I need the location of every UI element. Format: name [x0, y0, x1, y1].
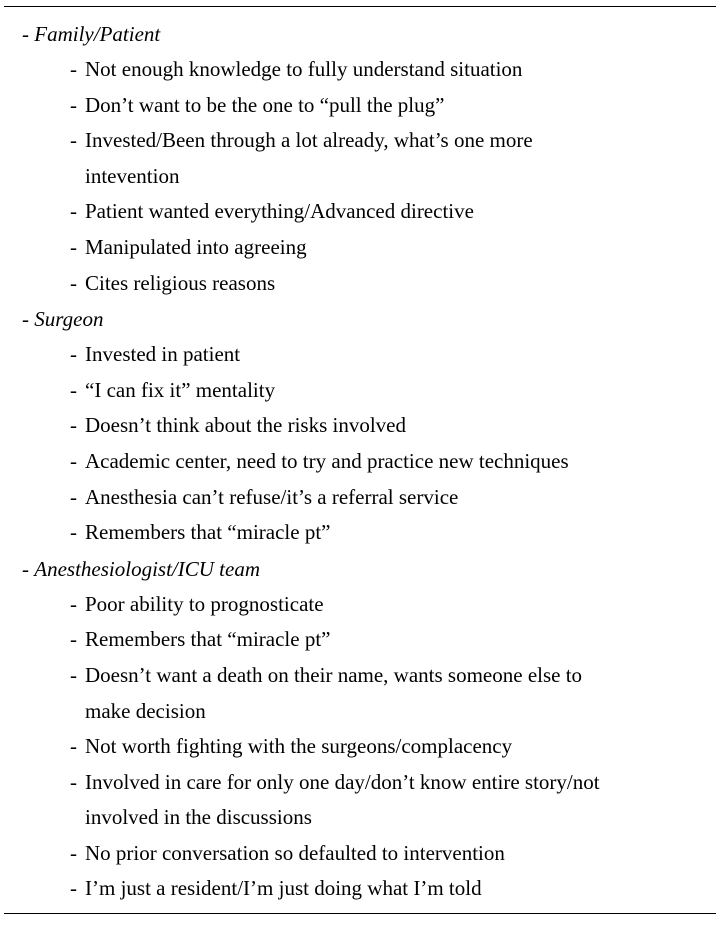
list-item-text: No prior conversation so defaulted to intervention [85, 840, 505, 865]
list-item [4, 480, 690, 516]
list-item-text: Anesthesia can’t refuse/it’s a referral service [85, 484, 459, 509]
list-item-text: “I can fix it” mentality [85, 377, 276, 402]
list-dash: - [70, 92, 77, 117]
list-item-text: Not worth fighting with the surgeons/complacency [85, 734, 513, 759]
list-dash: - [70, 662, 77, 687]
list-item [4, 658, 690, 729]
list-dash: - [70, 520, 77, 545]
list-dash: - [70, 591, 77, 616]
list-item [4, 622, 690, 658]
list-item-text-continued: intevention [85, 163, 180, 188]
section-heading [4, 16, 716, 52]
list-item [4, 266, 690, 302]
list-item [4, 230, 690, 266]
list-item-text-continued: involved in the discussions [85, 805, 312, 830]
list-item-text: Manipulated into agreeing [85, 234, 307, 259]
list-item-text: Involved in care for only one day/don’t know entire story/not [85, 769, 600, 794]
list-item-text: Remembers that “miracle pt” [85, 520, 331, 545]
list-item [4, 444, 690, 480]
list-item [4, 871, 690, 907]
list-dash: - [70, 199, 77, 224]
list-item [4, 88, 690, 124]
list-dash: - [22, 22, 35, 46]
list-dash: - [70, 840, 77, 865]
list-item-text: I’m just a resident/I’m just doing what I’m told [85, 876, 482, 901]
list-dash: - [70, 234, 77, 259]
list-item-text: Invested/Been through a lot already, what’s one more [85, 128, 533, 153]
section-title: Anesthesiologist/ICU team [34, 556, 260, 581]
list-item-text: Patient wanted everything/Advanced directive [85, 199, 474, 224]
list-dash: - [70, 128, 77, 153]
list-item [4, 765, 690, 836]
list-dash: - [70, 270, 77, 295]
list-item-text: Cites religious reasons [85, 270, 276, 295]
table-frame [4, 6, 716, 914]
list-item [4, 729, 690, 765]
list-item-text: Poor ability to prognosticate [85, 591, 324, 616]
list-dash: - [70, 627, 77, 652]
list-item-text: Remembers that “miracle pt” [85, 627, 331, 652]
list-item [4, 373, 690, 409]
list-item [4, 337, 690, 373]
table-body [4, 16, 716, 907]
list-dash: - [70, 734, 77, 759]
list-dash: - [22, 307, 35, 332]
list-item [4, 194, 690, 230]
section-heading [4, 301, 716, 337]
list-item [4, 123, 690, 194]
list-item [4, 515, 690, 551]
list-dash: - [70, 448, 77, 473]
section-heading [4, 551, 716, 587]
list-item-text: Not enough knowledge to fully understand situation [85, 57, 523, 81]
list-dash: - [70, 484, 77, 509]
list-item-text-continued: make decision [85, 698, 206, 723]
section-title: Surgeon [34, 307, 104, 332]
list-item [4, 587, 690, 623]
list-dash: - [70, 342, 77, 367]
list-item-text: Doesn’t think about the risks involved [85, 413, 406, 438]
list-item-text: Don’t want to be the one to “pull the plug” [85, 92, 445, 117]
list-dash: - [70, 769, 77, 794]
list-item [4, 408, 690, 444]
list-dash: - [70, 57, 77, 81]
section-title: Family/Patient [34, 22, 161, 46]
list-item [4, 52, 690, 88]
list-dash: - [70, 413, 77, 438]
list-dash: - [70, 876, 77, 901]
list-item-text: Invested in patient [85, 342, 241, 367]
list-dash: - [70, 377, 77, 402]
list-item-text: Academic center, need to try and practice new techniques [85, 448, 569, 473]
list-item [4, 836, 690, 872]
list-item-text: Doesn’t want a death on their name, wants someone else to [85, 662, 583, 687]
list-dash: - [22, 556, 35, 581]
